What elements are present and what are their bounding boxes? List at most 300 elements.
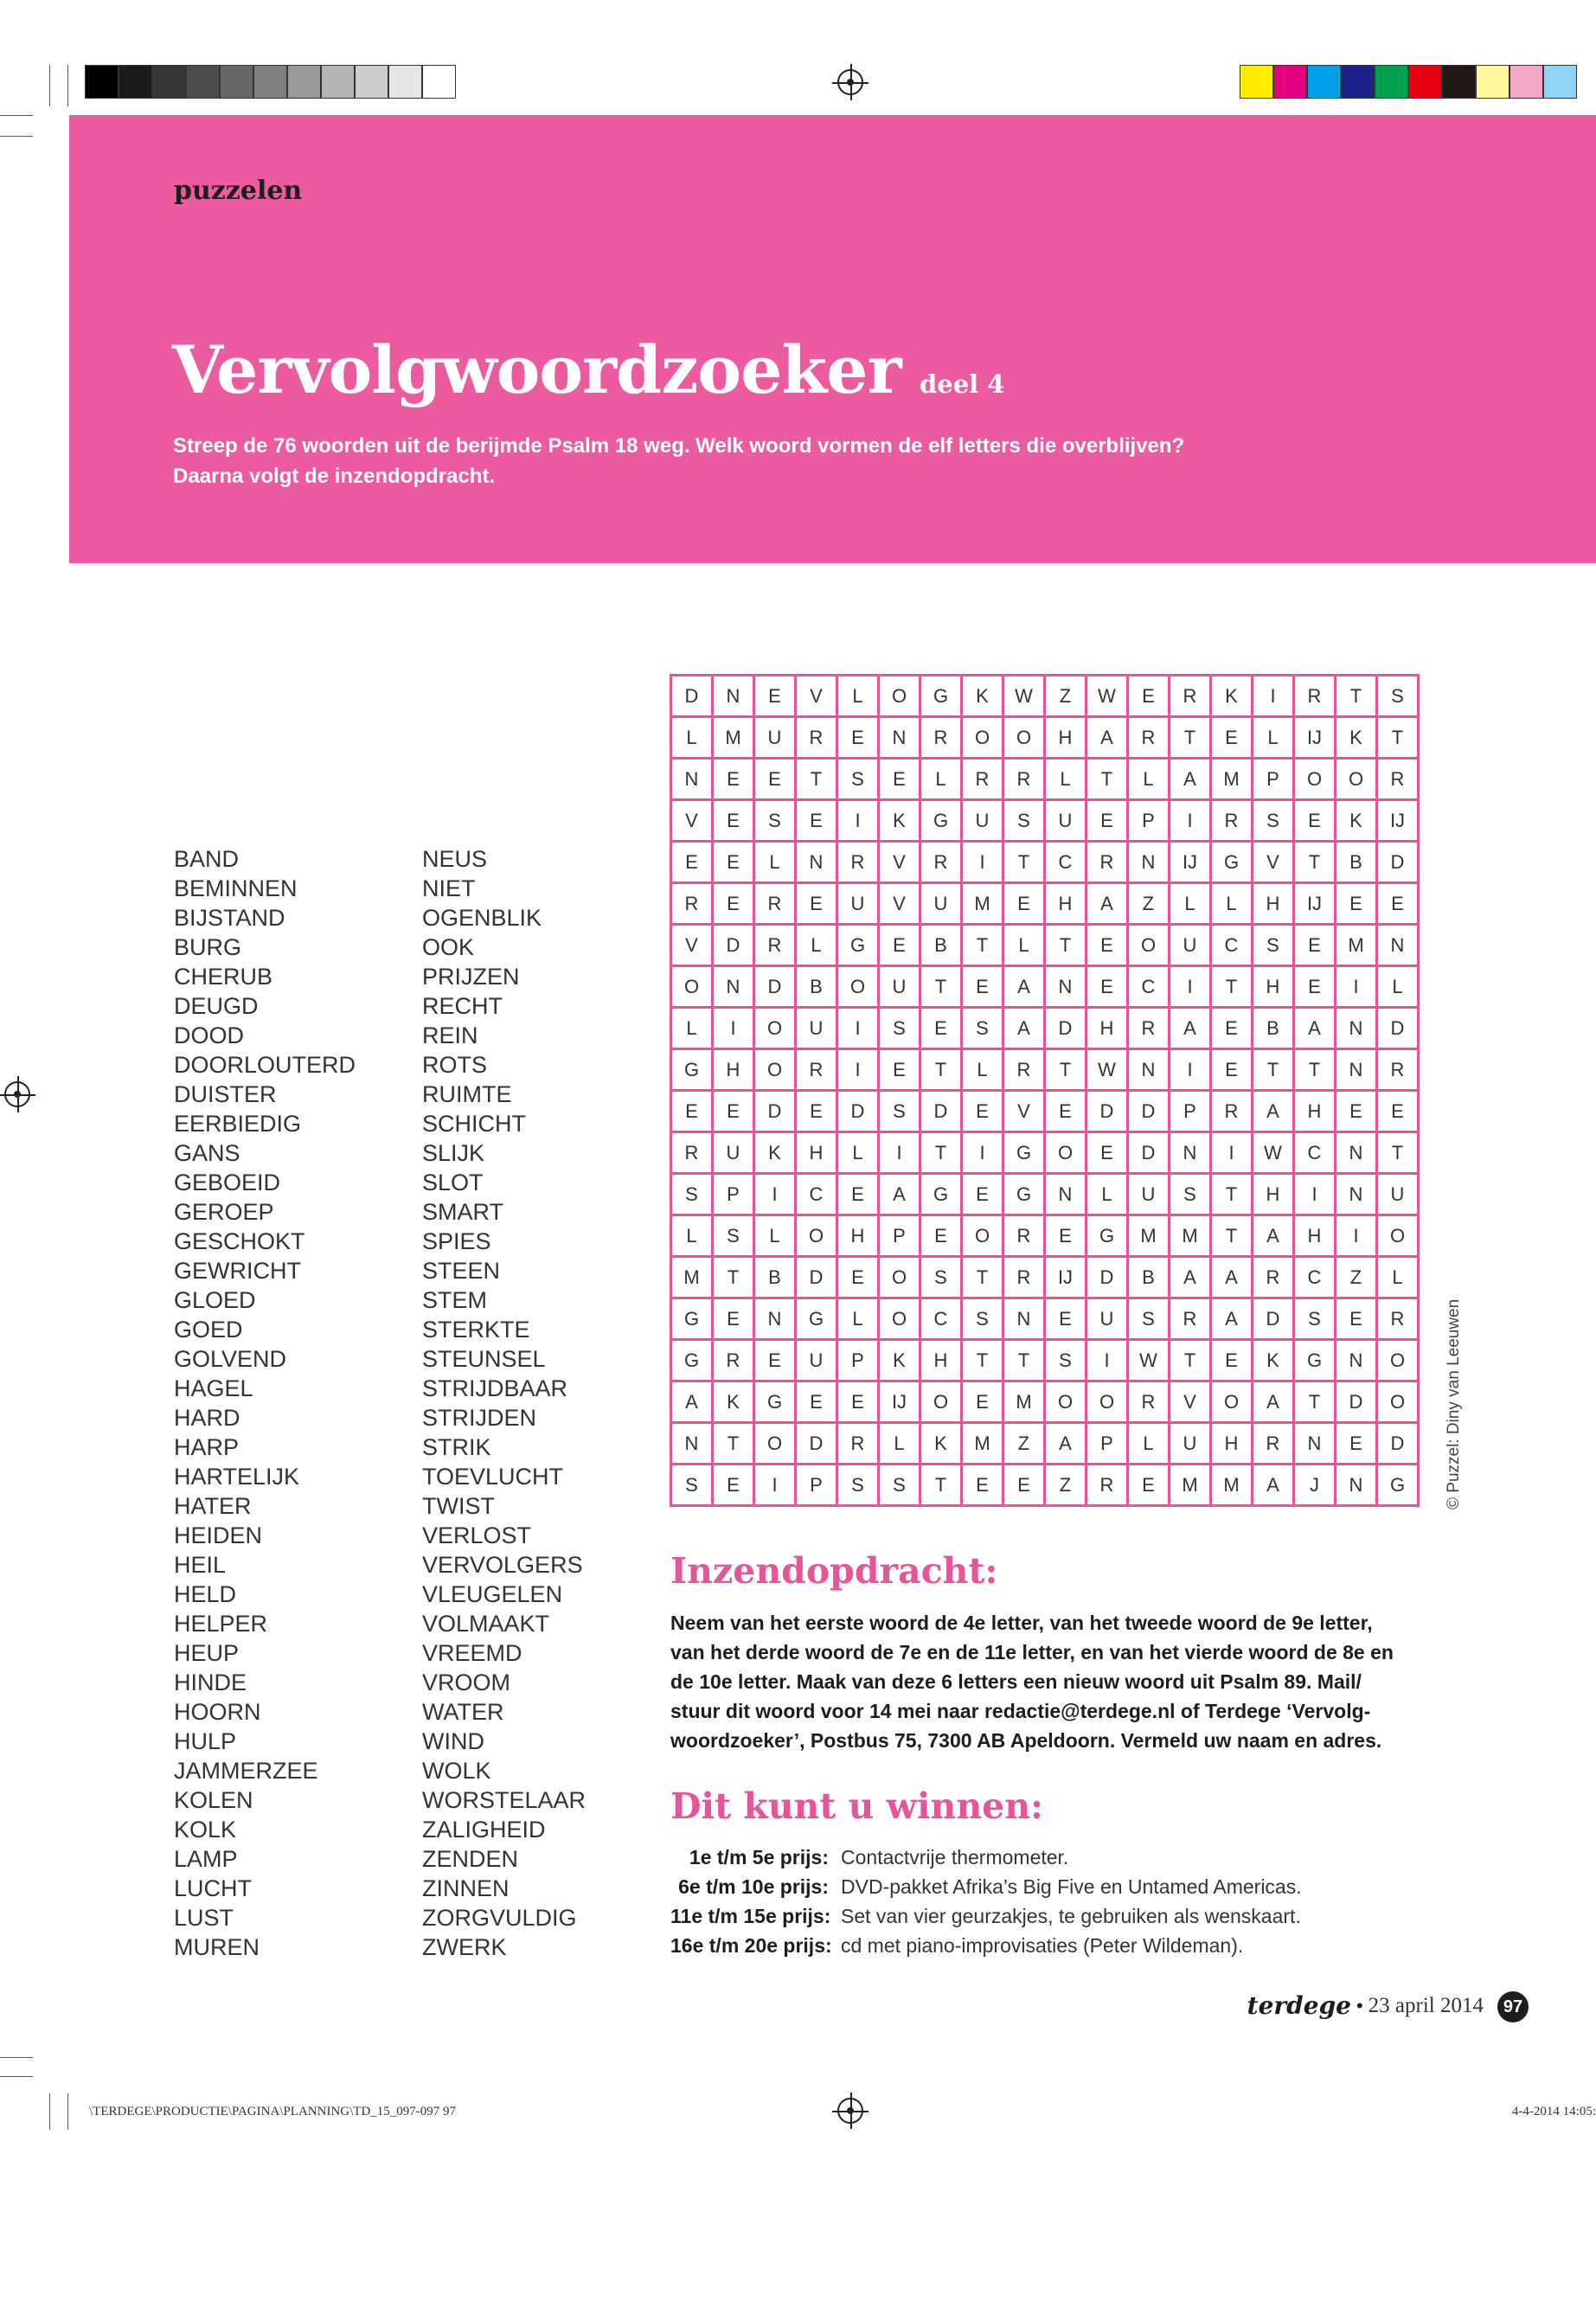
grid-cell: I bbox=[1212, 1133, 1253, 1175]
word-list-item: HELD bbox=[174, 1581, 237, 1607]
grid-cell: L bbox=[797, 926, 838, 967]
grid-cell: S bbox=[1170, 1175, 1212, 1216]
word-list-item: ZENDEN bbox=[422, 1846, 519, 1872]
grid-cell: N bbox=[672, 1424, 714, 1465]
color-swatch bbox=[1307, 65, 1341, 99]
grid-cell: H bbox=[1253, 1175, 1295, 1216]
grid-cell: S bbox=[838, 1465, 880, 1507]
grid-cell: K bbox=[921, 1424, 963, 1465]
assignment-line: woordzoeker’, Postbus 75, 7300 AB Apeldoorn. Vermeld uw naam en adres. bbox=[670, 1729, 1382, 1752]
grid-cell: I bbox=[963, 843, 1004, 884]
word-list-item: PRIJZEN bbox=[422, 964, 520, 990]
word-list-item: TWIST bbox=[422, 1493, 495, 1519]
word-list-item: VOLMAAKT bbox=[422, 1611, 550, 1637]
grid-cell: E bbox=[963, 967, 1004, 1009]
grid-cell: W bbox=[1253, 1133, 1295, 1175]
crop-mark bbox=[0, 2076, 33, 2077]
grid-cell: O bbox=[1336, 760, 1378, 801]
assignment-line: van het derde woord de 7e en de 11e letter, en van het vierde woord de 8e en bbox=[670, 1641, 1394, 1663]
grid-cell: I bbox=[1295, 1175, 1336, 1216]
grid-cell: R bbox=[921, 843, 963, 884]
grid-cell: R bbox=[1253, 1424, 1295, 1465]
grid-cell: R bbox=[797, 1050, 838, 1092]
prize-row bbox=[670, 1872, 1302, 1901]
color-swatch bbox=[1509, 65, 1543, 99]
grid-cell: A bbox=[1253, 1092, 1295, 1133]
word-list-item: SPIES bbox=[422, 1228, 491, 1254]
grid-cell: E bbox=[1129, 676, 1170, 718]
grid-cell: L bbox=[755, 843, 797, 884]
grid-cell: L bbox=[1046, 760, 1087, 801]
grid-cell: A bbox=[1004, 1009, 1046, 1050]
grid-cell: E bbox=[1087, 926, 1129, 967]
grid-cell: B bbox=[755, 1258, 797, 1299]
grid-cell: A bbox=[1253, 1216, 1295, 1258]
registration-mark-icon bbox=[837, 2098, 863, 2124]
grid-cell: A bbox=[1170, 1009, 1212, 1050]
grid-cell: U bbox=[797, 1341, 838, 1382]
grid-cell: R bbox=[921, 718, 963, 760]
grid-cell: E bbox=[1212, 1341, 1253, 1382]
grid-cell: D bbox=[797, 1258, 838, 1299]
grid-cell: G bbox=[1378, 1465, 1420, 1507]
grid-cell: H bbox=[1295, 1216, 1336, 1258]
grid-cell: T bbox=[1170, 1341, 1212, 1382]
grid-cell: H bbox=[1046, 884, 1087, 926]
grid-cell: L bbox=[838, 676, 880, 718]
grid-cell: T bbox=[1378, 1133, 1420, 1175]
grid-cell: E bbox=[921, 1009, 963, 1050]
footer-bullet: • bbox=[1356, 1994, 1363, 2016]
word-list-item: SLIJK bbox=[422, 1140, 485, 1166]
grid-cell: S bbox=[1295, 1299, 1336, 1341]
grid-cell: K bbox=[963, 676, 1004, 718]
grid-cell: U bbox=[1170, 926, 1212, 967]
grid-cell: N bbox=[1129, 843, 1170, 884]
grid-cell: E bbox=[755, 760, 797, 801]
grid-cell: R bbox=[1378, 760, 1420, 801]
grid-cell: E bbox=[963, 1465, 1004, 1507]
grid-cell: E bbox=[838, 718, 880, 760]
grid-cell: O bbox=[1046, 1382, 1087, 1424]
intro-line: Daarna volgt de inzendopdracht. bbox=[173, 465, 496, 488]
grid-cell: N bbox=[1170, 1133, 1212, 1175]
word-list-item: GEROEP bbox=[174, 1199, 274, 1225]
color-swatch bbox=[422, 65, 456, 99]
word-list-item: STEUNSEL bbox=[422, 1346, 546, 1372]
grid-cell: E bbox=[1129, 1465, 1170, 1507]
word-list-item: ZWERK bbox=[422, 1934, 507, 1960]
grid-cell: E bbox=[1087, 967, 1129, 1009]
grid-cell: L bbox=[1170, 884, 1212, 926]
grid-cell: R bbox=[1087, 1465, 1129, 1507]
grid-cell: M bbox=[1004, 1382, 1046, 1424]
grid-cell: H bbox=[1087, 1009, 1129, 1050]
grid-cell: H bbox=[838, 1216, 880, 1258]
word-list-item: HINDE bbox=[174, 1670, 247, 1695]
grid-cell: L bbox=[838, 1133, 880, 1175]
color-swatch bbox=[1273, 65, 1307, 99]
grid-cell: C bbox=[921, 1299, 963, 1341]
grid-cell: E bbox=[797, 1382, 838, 1424]
grid-cell: T bbox=[963, 926, 1004, 967]
grid-cell: M bbox=[1212, 1465, 1253, 1507]
grid-cell: S bbox=[1004, 801, 1046, 843]
grid-cell: U bbox=[838, 884, 880, 926]
grid-cell: L bbox=[1087, 1175, 1129, 1216]
grid-cell: E bbox=[714, 801, 755, 843]
grid-cell: O bbox=[880, 1258, 921, 1299]
color-swatch bbox=[152, 65, 186, 99]
color-swatch bbox=[321, 65, 355, 99]
word-list-item: JAMMERZEE bbox=[174, 1758, 318, 1784]
word-list-item: GEWRICHT bbox=[174, 1258, 301, 1284]
grid-cell: R bbox=[1295, 676, 1336, 718]
grid-cell: L bbox=[1378, 967, 1420, 1009]
grid-cell: T bbox=[1295, 1382, 1336, 1424]
grid-cell: O bbox=[672, 967, 714, 1009]
grid-cell: A bbox=[1253, 1465, 1295, 1507]
word-list-item: GOLVEND bbox=[174, 1346, 287, 1372]
word-list-item: VLEUGELEN bbox=[422, 1581, 563, 1607]
grid-cell: T bbox=[1212, 967, 1253, 1009]
word-list-right bbox=[422, 844, 586, 1962]
grid-cell: B bbox=[921, 926, 963, 967]
grid-cell: O bbox=[1129, 926, 1170, 967]
page-title: Vervolgwoordzoeker bbox=[172, 331, 901, 408]
grid-cell: T bbox=[1004, 1341, 1046, 1382]
grid-cell: M bbox=[1170, 1216, 1212, 1258]
grid-cell: A bbox=[880, 1175, 921, 1216]
title-part-label: deel 4 bbox=[920, 369, 1005, 399]
crop-mark bbox=[0, 115, 33, 116]
grid-cell: T bbox=[963, 1341, 1004, 1382]
grid-cell: G bbox=[921, 801, 963, 843]
grid-cell: N bbox=[1129, 1050, 1170, 1092]
grid-cell: L bbox=[1004, 926, 1046, 967]
word-list-item: LUCHT bbox=[174, 1875, 253, 1901]
word-list-item: DOORLOUTERD bbox=[174, 1052, 356, 1078]
grid-cell: I bbox=[1170, 967, 1212, 1009]
grid-cell: O bbox=[1046, 1133, 1087, 1175]
grid-cell: V bbox=[672, 926, 714, 967]
grid-cell: H bbox=[714, 1050, 755, 1092]
grid-cell: E bbox=[714, 884, 755, 926]
grid-cell: E bbox=[838, 1175, 880, 1216]
intro-line: Streep de 76 woorden uit de berijmde Psalm 18 weg. Welk woord vormen de elf letters die overblijven? bbox=[173, 434, 1185, 458]
grid-cell: R bbox=[797, 718, 838, 760]
grid-cell: G bbox=[1087, 1216, 1129, 1258]
word-list-item: DUISTER bbox=[174, 1081, 277, 1107]
grid-cell: P bbox=[1087, 1424, 1129, 1465]
word-list-item: NEUS bbox=[422, 846, 488, 872]
color-swatch bbox=[1341, 65, 1375, 99]
grid-cell: U bbox=[714, 1133, 755, 1175]
grid-cell: R bbox=[1087, 843, 1129, 884]
word-list-item: HARTELIJK bbox=[174, 1464, 300, 1490]
grid-cell: N bbox=[1336, 1050, 1378, 1092]
word-list-item: WIND bbox=[422, 1728, 484, 1754]
grid-cell: M bbox=[963, 1424, 1004, 1465]
crop-mark bbox=[49, 65, 50, 106]
grid-cell: T bbox=[1087, 760, 1129, 801]
word-list-item: DOOD bbox=[174, 1022, 244, 1048]
grid-cell: C bbox=[1046, 843, 1087, 884]
grid-cell: A bbox=[1212, 1299, 1253, 1341]
grid-cell: E bbox=[1378, 1092, 1420, 1133]
grid-cell: S bbox=[963, 1299, 1004, 1341]
grid-cell: E bbox=[1004, 1465, 1046, 1507]
word-list-item: SMART bbox=[422, 1199, 504, 1225]
grid-cell: R bbox=[755, 884, 797, 926]
word-list-item: DEUGD bbox=[174, 993, 259, 1019]
grid-cell: D bbox=[1129, 1133, 1170, 1175]
gray-color-bar bbox=[85, 65, 456, 99]
grid-cell: N bbox=[1336, 1465, 1378, 1507]
grid-cell: H bbox=[797, 1133, 838, 1175]
grid-cell: N bbox=[1336, 1133, 1378, 1175]
grid-cell: S bbox=[880, 1092, 921, 1133]
grid-cell: L bbox=[755, 1216, 797, 1258]
grid-cell: C bbox=[1212, 926, 1253, 967]
assignment-line: stuur dit woord voor 14 mei naar redactie@terdege.nl of Terdege ‘Vervolg- bbox=[670, 1700, 1371, 1722]
grid-cell: D bbox=[1087, 1092, 1129, 1133]
grid-cell: V bbox=[1253, 843, 1295, 884]
grid-cell: Z bbox=[1336, 1258, 1378, 1299]
grid-cell: IJ bbox=[1378, 801, 1420, 843]
assignment-line: de 10e letter. Maak van deze 6 letters een nieuw woord uit Psalm 89. Mail/ bbox=[670, 1670, 1362, 1693]
grid-cell: T bbox=[1378, 718, 1420, 760]
grid-cell: D bbox=[1378, 1009, 1420, 1050]
word-list-item: VREEMD bbox=[422, 1640, 522, 1666]
grid-cell: E bbox=[838, 1258, 880, 1299]
grid-cell: E bbox=[963, 1382, 1004, 1424]
intro-text bbox=[173, 431, 1384, 491]
grid-cell: V bbox=[880, 884, 921, 926]
grid-cell: J bbox=[1295, 1465, 1336, 1507]
grid-cell: A bbox=[1046, 1424, 1087, 1465]
prize-description: DVD-pakket Afrika’s Big Five en Untamed Americas. bbox=[841, 1875, 1302, 1898]
word-list-item: TOEVLUCHT bbox=[422, 1464, 564, 1490]
word-list-item: OGENBLIK bbox=[422, 905, 542, 931]
grid-cell: P bbox=[1253, 760, 1295, 801]
grid-cell: S bbox=[672, 1175, 714, 1216]
grid-cell: I bbox=[838, 801, 880, 843]
grid-cell: T bbox=[1295, 843, 1336, 884]
grid-cell: I bbox=[880, 1133, 921, 1175]
grid-cell: D bbox=[755, 1092, 797, 1133]
grid-cell: O bbox=[1087, 1382, 1129, 1424]
word-list-item: HOORN bbox=[174, 1699, 261, 1725]
word-list-item: OOK bbox=[422, 934, 475, 960]
grid-cell: N bbox=[672, 760, 714, 801]
grid-cell: D bbox=[1378, 1424, 1420, 1465]
grid-cell: D bbox=[714, 926, 755, 967]
word-list-item: STRIK bbox=[422, 1434, 491, 1460]
grid-cell: B bbox=[797, 967, 838, 1009]
grid-cell: O bbox=[921, 1382, 963, 1424]
word-list-item: HARD bbox=[174, 1405, 240, 1431]
word-list-item: HEIDEN bbox=[174, 1522, 263, 1548]
prize-rank: 1e t/m 5e prijs: bbox=[689, 1846, 829, 1868]
grid-cell: V bbox=[1004, 1092, 1046, 1133]
word-list-item: WOLK bbox=[422, 1758, 491, 1784]
word-list-item: GLOED bbox=[174, 1287, 256, 1313]
grid-cell: H bbox=[1046, 718, 1087, 760]
grid-cell: W bbox=[1087, 676, 1129, 718]
word-list-item: HELPER bbox=[174, 1611, 268, 1637]
grid-cell: R bbox=[755, 926, 797, 967]
grid-cell: A bbox=[1212, 1258, 1253, 1299]
word-list-item: GANS bbox=[174, 1140, 240, 1166]
grid-cell: G bbox=[755, 1382, 797, 1424]
grid-cell: L bbox=[838, 1299, 880, 1341]
word-list-item: STRIJDEN bbox=[422, 1405, 537, 1431]
grid-cell: I bbox=[838, 1050, 880, 1092]
grid-cell: R bbox=[1129, 1009, 1170, 1050]
grid-cell: R bbox=[1004, 1050, 1046, 1092]
color-swatch bbox=[1375, 65, 1408, 99]
word-list-item: HATER bbox=[174, 1493, 252, 1519]
grid-cell: E bbox=[963, 1175, 1004, 1216]
section-label: puzzelen bbox=[174, 176, 303, 206]
word-list-item: STRIJDBAAR bbox=[422, 1375, 568, 1401]
word-list-item: HAGEL bbox=[174, 1375, 253, 1401]
grid-cell: U bbox=[921, 884, 963, 926]
grid-cell: Z bbox=[1004, 1424, 1046, 1465]
grid-cell: T bbox=[921, 967, 963, 1009]
color-swatch bbox=[1476, 65, 1509, 99]
grid-cell: G bbox=[1212, 843, 1253, 884]
grid-cell: O bbox=[880, 676, 921, 718]
grid-cell: U bbox=[1087, 1299, 1129, 1341]
grid-cell: R bbox=[838, 843, 880, 884]
grid-cell: H bbox=[1253, 884, 1295, 926]
grid-cell: O bbox=[755, 1050, 797, 1092]
grid-cell: E bbox=[755, 1341, 797, 1382]
issue-date: 23 april 2014 bbox=[1368, 1993, 1484, 2017]
grid-cell: E bbox=[672, 1092, 714, 1133]
grid-cell: E bbox=[880, 1050, 921, 1092]
grid-cell: L bbox=[1129, 760, 1170, 801]
grid-cell: H bbox=[1212, 1424, 1253, 1465]
grid-cell: K bbox=[1212, 676, 1253, 718]
grid-cell: E bbox=[1295, 967, 1336, 1009]
grid-cell: B bbox=[1253, 1009, 1295, 1050]
grid-cell: G bbox=[1004, 1175, 1046, 1216]
grid-cell: M bbox=[1212, 760, 1253, 801]
word-list-item: ROTS bbox=[422, 1052, 488, 1078]
grid-cell: N bbox=[1336, 1009, 1378, 1050]
word-list-item: SCHICHT bbox=[422, 1111, 526, 1137]
word-list-item: VERLOST bbox=[422, 1522, 532, 1548]
prizes-heading: Dit kunt u winnen: bbox=[670, 1785, 1044, 1827]
grid-cell: O bbox=[1378, 1341, 1420, 1382]
timestamp-slug: 4-4-2014 14:05: bbox=[1511, 2105, 1596, 2118]
grid-cell: E bbox=[1046, 1092, 1087, 1133]
grid-cell: N bbox=[880, 718, 921, 760]
color-swatch bbox=[1240, 65, 1273, 99]
grid-cell: T bbox=[1295, 1050, 1336, 1092]
crop-mark bbox=[49, 2093, 50, 2130]
grid-cell: D bbox=[921, 1092, 963, 1133]
grid-cell: V bbox=[672, 801, 714, 843]
grid-cell: E bbox=[1336, 1092, 1378, 1133]
grid-cell: D bbox=[755, 967, 797, 1009]
grid-cell: D bbox=[1378, 843, 1420, 884]
grid-cell: S bbox=[1129, 1299, 1170, 1341]
prize-row bbox=[670, 1931, 1302, 1960]
grid-cell: R bbox=[672, 1133, 714, 1175]
prize-rank: 11e t/m 15e prijs: bbox=[670, 1905, 831, 1927]
grid-cell: N bbox=[1336, 1341, 1378, 1382]
crop-mark bbox=[67, 2093, 68, 2130]
word-list-item: ZORGVULDIG bbox=[422, 1905, 577, 1931]
page-number: 97 bbox=[1497, 1991, 1529, 2022]
grid-cell: U bbox=[1170, 1424, 1212, 1465]
grid-cell: O bbox=[880, 1299, 921, 1341]
grid-cell: O bbox=[963, 718, 1004, 760]
grid-cell: E bbox=[1295, 801, 1336, 843]
word-list-item: RUIMTE bbox=[422, 1081, 512, 1107]
grid-cell: T bbox=[797, 760, 838, 801]
grid-cell: N bbox=[1295, 1424, 1336, 1465]
grid-cell: U bbox=[1046, 801, 1087, 843]
grid-cell: S bbox=[714, 1216, 755, 1258]
prize-description: cd met piano-improvisaties (Peter Wildeman). bbox=[841, 1934, 1244, 1957]
grid-cell: L bbox=[672, 1216, 714, 1258]
grid-cell: V bbox=[797, 676, 838, 718]
grid-cell: E bbox=[1004, 884, 1046, 926]
grid-cell: E bbox=[1336, 1424, 1378, 1465]
process-color-bar bbox=[1240, 65, 1577, 99]
grid-cell: T bbox=[921, 1050, 963, 1092]
assignment-text bbox=[670, 1608, 1436, 1755]
grid-cell: U bbox=[755, 718, 797, 760]
grid-cell: E bbox=[1087, 801, 1129, 843]
grid-cell: D bbox=[1336, 1382, 1378, 1424]
grid-cell: T bbox=[1336, 676, 1378, 718]
grid-cell: T bbox=[1004, 843, 1046, 884]
word-list-item: STERKTE bbox=[422, 1317, 530, 1343]
grid-cell: T bbox=[1212, 1175, 1253, 1216]
grid-cell: T bbox=[921, 1133, 963, 1175]
word-list-item: VERVOLGERS bbox=[422, 1552, 583, 1578]
grid-cell: G bbox=[1295, 1341, 1336, 1382]
grid-cell: T bbox=[1212, 1216, 1253, 1258]
grid-cell: I bbox=[755, 1175, 797, 1216]
grid-cell: N bbox=[797, 843, 838, 884]
grid-cell: A bbox=[1253, 1382, 1295, 1424]
grid-cell: R bbox=[1212, 801, 1253, 843]
grid-cell: N bbox=[714, 676, 755, 718]
grid-cell: E bbox=[1212, 1050, 1253, 1092]
grid-cell: H bbox=[921, 1341, 963, 1382]
grid-cell: K bbox=[755, 1133, 797, 1175]
grid-cell: R bbox=[1129, 718, 1170, 760]
grid-cell: S bbox=[880, 1009, 921, 1050]
grid-cell: L bbox=[1129, 1424, 1170, 1465]
grid-cell: U bbox=[797, 1009, 838, 1050]
grid-cell: P bbox=[838, 1341, 880, 1382]
grid-cell: R bbox=[1170, 676, 1212, 718]
grid-cell: R bbox=[1004, 1258, 1046, 1299]
grid-cell: S bbox=[755, 801, 797, 843]
grid-cell: E bbox=[714, 1299, 755, 1341]
prize-row bbox=[670, 1843, 1302, 1872]
grid-cell: T bbox=[1046, 926, 1087, 967]
word-list-item: LAMP bbox=[174, 1846, 238, 1872]
